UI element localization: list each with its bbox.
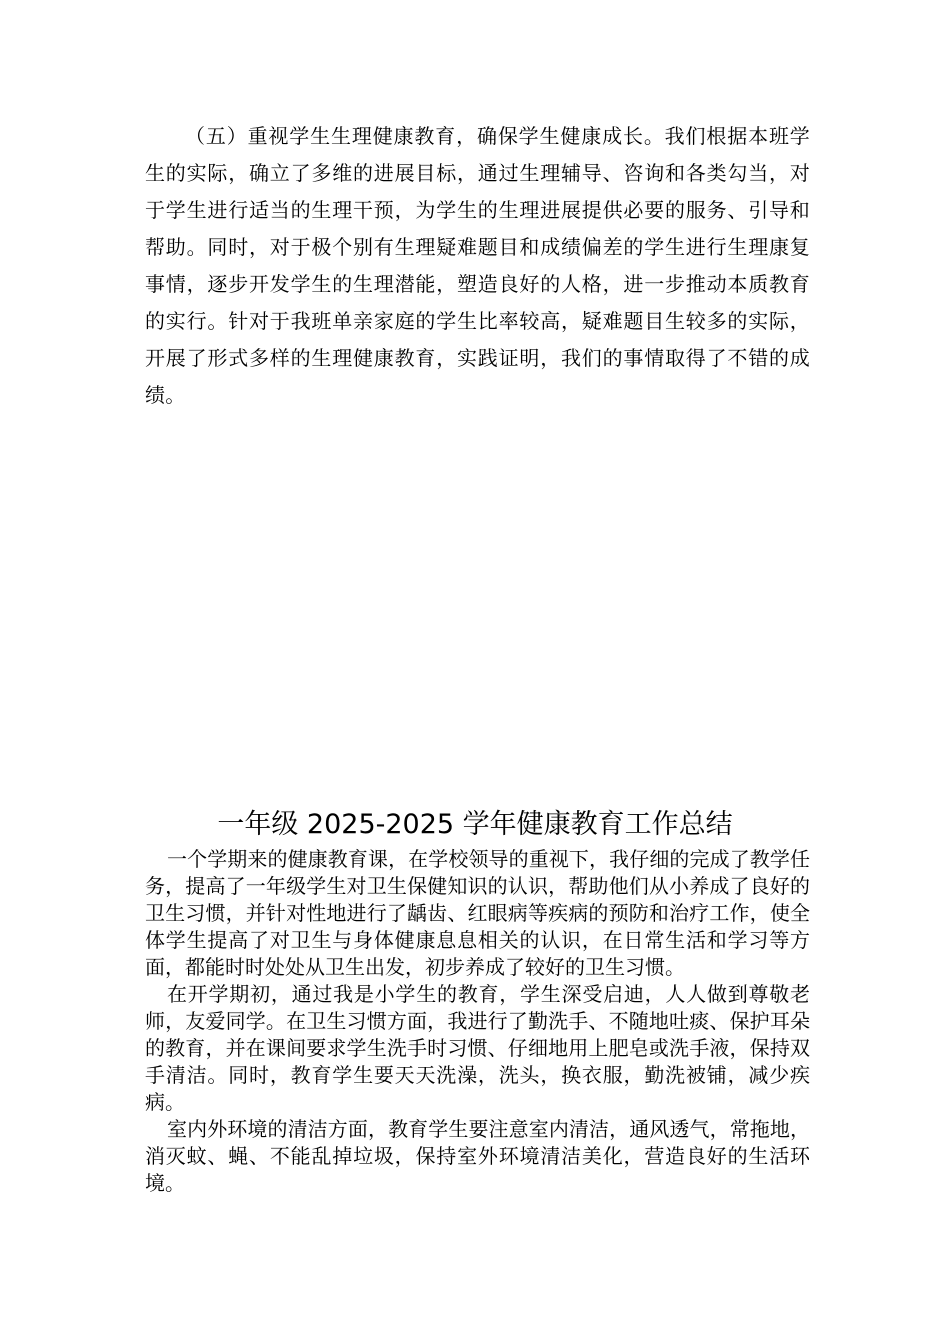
report-body [145,846,810,1197]
report-title: 一年级 2025-2025 学年健康教育工作总结 [217,809,733,840]
report-paragraph-1: 一个学期来的健康教育课，在学校领导的重视下，我仔细的完成了教学任务，提高了一年级学生对卫生保健知识的认识，帮助他们从小养成了良好的卫生习惯，并针对性地进行了龋齿、红眼病等疾病的预防和治疗工作，使全体学生提高了对卫生与身体健康息息相关的认识，在日常生活和学习等方面，都能时时处处从卫生出发，初步养成了较好的卫生习惯。 [145,847,810,979]
report-paragraph-3: 室内外环境的清洁方面，教育学生要注意室内清洁，通风透气，常拖地，消灭蚊、蝇、不能乱掉垃圾，保持室外环境清洁美化，营造良好的生活环境。 [145,1117,810,1195]
mental-health-paragraph: （五）重视学生生理健康教育，确保学生健康成长。我们根据本班学生的实际，确立了多维的进展目标，通过生理辅导、咨询和各类勾当，对于学生进行适当的生理干预，为学生的生理进展提供必要的服务、引导和帮助。同时，对于极个别有生理疑难题目和成绩偏差的学生进行生理康复事情，逐步开发学生的生理潜能，塑造良好的人格，进一步推动本质教育的实行。针对于我班单亲家庭的学生比率较高，疑难题目生较多的实际，开展了形式多样的生理健康教育，实践证明，我们的事情取得了不错的成绩。 [145,124,810,407]
report-paragraph-2: 在开学期初，通过我是小学生的教育，学生深受启迪，人人做到尊敬老师，友爱同学。在卫生习惯方面，我进行了勤洗手、不随地吐痰、保护耳朵的教育，并在课间要求学生洗手时习惯、仔细地用上肥皂或洗手液，保持双手清洁。同时，教育学生要天天洗澡，洗头，换衣服，勤洗被铺，减少疾病。 [145,982,810,1114]
